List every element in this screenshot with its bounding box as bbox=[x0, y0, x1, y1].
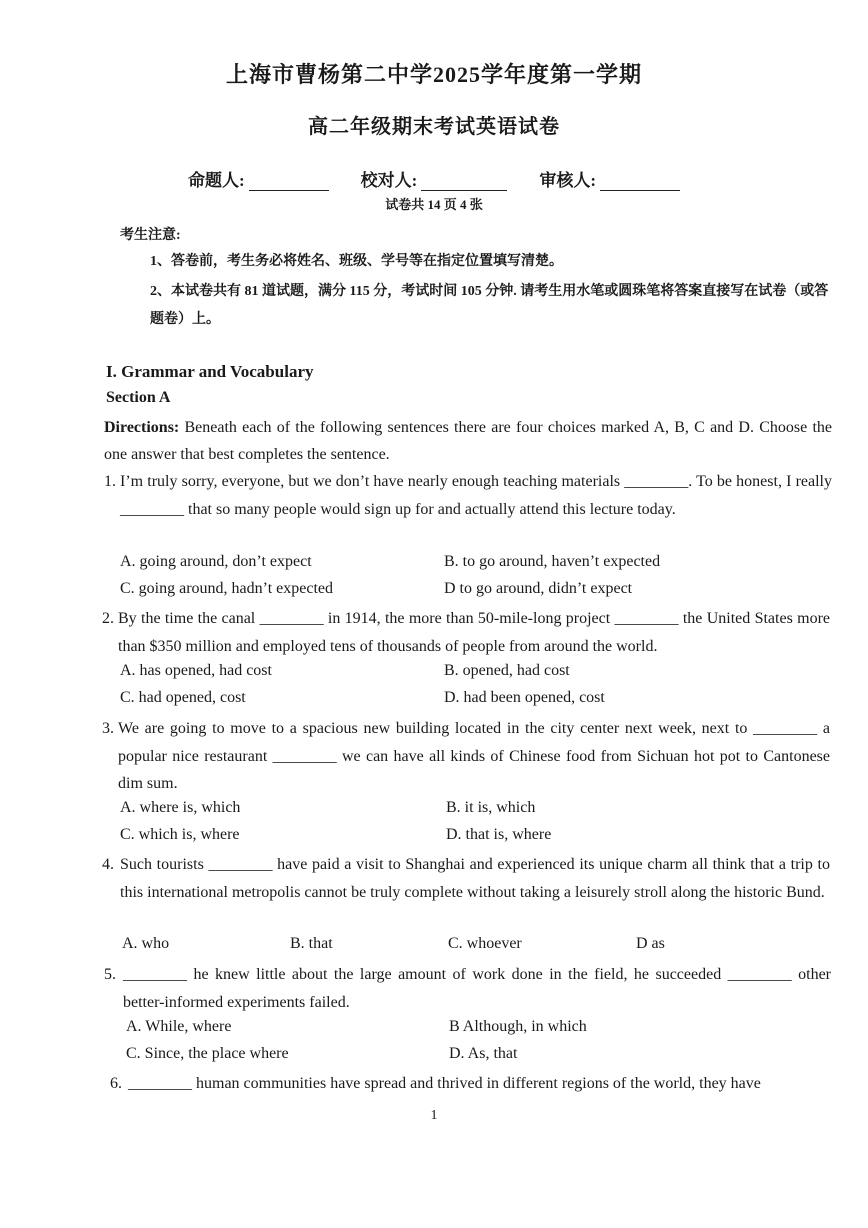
option: A. has opened, had cost bbox=[120, 662, 272, 679]
notice-heading: 考生注意: bbox=[120, 228, 181, 243]
question-number: 5. bbox=[104, 966, 116, 983]
question-number: 1. bbox=[104, 473, 116, 490]
notice-item-1: 1、答卷前，考生务必将姓名、班级、学号等在指定位置填写清楚。 bbox=[150, 254, 563, 269]
checker-label: 校对人: bbox=[360, 171, 418, 190]
section-title: I. Grammar and Vocabulary bbox=[106, 362, 314, 381]
section-subtitle: Section A bbox=[106, 389, 171, 406]
setter-field bbox=[188, 166, 329, 191]
question-number: 3. bbox=[102, 720, 114, 737]
checker-blank bbox=[421, 172, 507, 191]
pages-info: 试卷共 14 页 4 张 bbox=[385, 197, 483, 212]
option: C. which is, where bbox=[120, 826, 240, 843]
option: D. had been opened, cost bbox=[444, 689, 605, 706]
exam-title: 上海市曹杨第二中学2025学年度第一学期 bbox=[225, 62, 642, 87]
exam-subtitle: 高二年级期末考试英语试卷 bbox=[308, 116, 560, 138]
option: B Although, in which bbox=[449, 1018, 587, 1035]
question-text: We are going to move to a spacious new building located in the city center next week, next to ________ a popular nice restaurant ________ we can have all kinds of Chinese food from Sichuan hot pot to Cantonese dim sum. bbox=[118, 720, 830, 792]
option: A. going around, don’t expect bbox=[120, 553, 312, 570]
question-text: By the time the canal ________ in 1914, the more than 50-mile-long project ________ the United States more than $350 million and employed tens of thousands of people from around the world. bbox=[118, 610, 830, 655]
option: B. it is, which bbox=[446, 799, 536, 816]
reviewer-blank bbox=[600, 172, 680, 191]
option: D. that is, where bbox=[446, 826, 552, 843]
option: C. Since, the place where bbox=[126, 1045, 289, 1062]
directions-label: Directions: bbox=[104, 419, 180, 436]
setter-label: 命题人: bbox=[187, 171, 245, 190]
question-text: I’m truly sorry, everyone, but we don’t have nearly enough teaching materials ________. To be honest, I really ________ that so many people would sign up for and actually attend this lecture today. bbox=[120, 473, 832, 518]
directions-text: Beneath each of the following sentences there are four choices marked A, B, C and D. Choose the one answer that best completes the sentence. bbox=[104, 419, 832, 463]
signature-line bbox=[0, 166, 868, 191]
question-number: 2. bbox=[102, 610, 114, 627]
option: A. who bbox=[122, 935, 170, 952]
reviewer-field bbox=[539, 166, 680, 191]
option: A. While, where bbox=[126, 1018, 232, 1035]
checker-field bbox=[361, 166, 508, 191]
option: C. had opened, cost bbox=[120, 689, 246, 706]
option: C. whoever bbox=[448, 935, 522, 952]
option: B. to go around, haven’t expected bbox=[444, 553, 661, 570]
option: D. As, that bbox=[449, 1045, 518, 1062]
option: A. where is, which bbox=[120, 799, 241, 816]
question-text: ________ human communities have spread and thrived in different regions of the world, they have bbox=[128, 1075, 761, 1092]
page-number: 1 bbox=[430, 1108, 438, 1123]
setter-blank bbox=[249, 172, 329, 191]
option: D to go around, didn’t expect bbox=[444, 580, 633, 597]
question-number: 6. bbox=[110, 1075, 122, 1092]
notice-item-2: 2、本试卷共有 81 道试题，满分 115 分，考试时间 105 分钟. 请考生用水笔或圆珠笔将答案直接写在试卷（或答题卷）上。 bbox=[150, 284, 829, 327]
directions bbox=[104, 414, 832, 468]
question-number: 4. bbox=[102, 856, 114, 873]
option: B. opened, had cost bbox=[444, 662, 570, 679]
option: B. that bbox=[290, 935, 333, 952]
question-text: ________ he knew little about the large amount of work done in the field, he succeeded ________ other better-informed experiments failed. bbox=[123, 966, 831, 1011]
option: D as bbox=[636, 935, 665, 952]
reviewer-label: 审核人: bbox=[539, 171, 596, 190]
question-text: Such tourists ________ have paid a visit to Shanghai and experienced its unique charm all think that a trip to this international metropolis cannot be truly complete without taking a leisurely stroll along the historic Bund. bbox=[120, 856, 830, 901]
option: C. going around, hadn’t expected bbox=[120, 580, 333, 597]
